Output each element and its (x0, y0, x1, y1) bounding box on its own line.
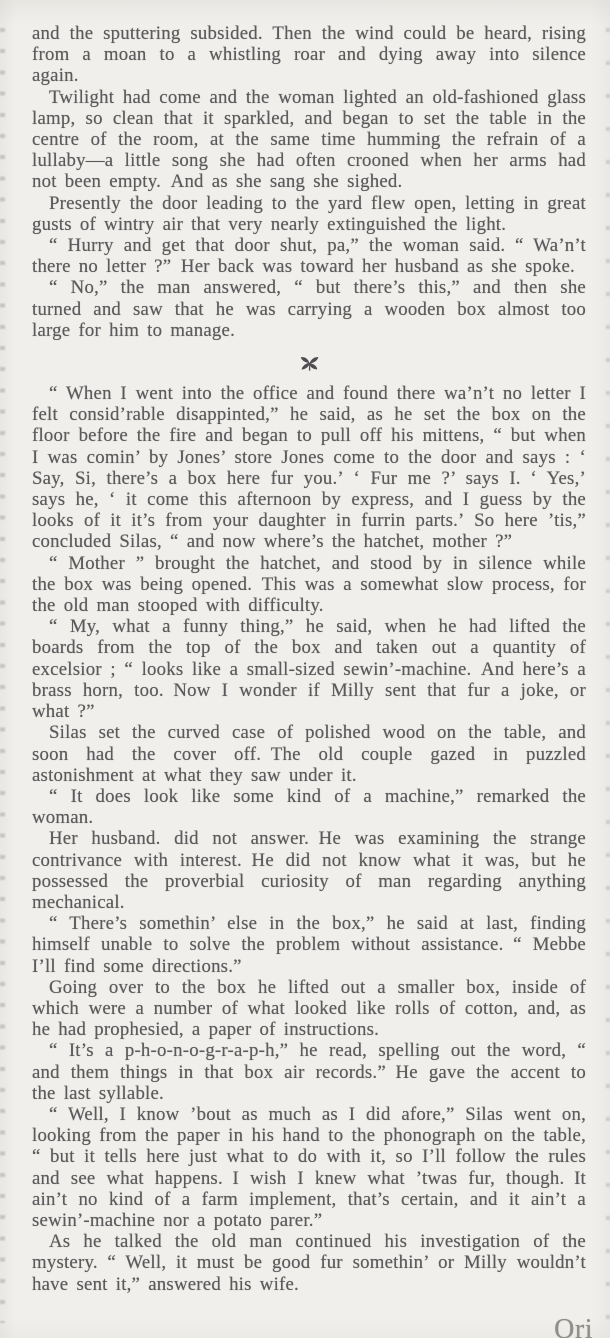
paragraph: “ Mother ” brought the hatchet, and stood by in silence while the box was being opened. This was a somewhat slow process, for the old man stooped with difficulty. (32, 552, 586, 617)
right-edge-scan-artifacts (606, 28, 610, 1323)
paragraph: Her husband. did not answer. He was examining the strange contrivance with interest. He did not know what it was, but he possessed the proverbial curiosity of man regarding anything mechanical. (32, 828, 586, 913)
paragraph: “ It does look like some kind of a machine,” remarked the woman. (32, 785, 586, 829)
fleuron-leaf-icon (299, 355, 320, 372)
paragraph: “ My, what a funny thing,” he said, when he had lifted the boards from the top of the box and taken out a quantity of excelsior ; “ looks like a small-sized sewin’-machine. And here’s a brass horn, too. Now I wonder if Milly sent that fur a joke, or what ?” (32, 616, 586, 723)
paragraph: “ No,” the man answered, “ but there’s this,” and then she turned and saw that he was carrying a wooden box almost too large for him to manage. (32, 277, 586, 341)
paragraph: “ Well, I know ’bout as much as I did afore,” Silas went on, looking from the paper in his hand to the phonograph on the table, “ but it tells here just what to do with it, so I’ll follow the rules and see what happens. I wish I knew what ’twas fur, though. It ain’t no kind of a farm implement, that’s certain, and it ain’t a sewin’-machine nor a potato parer.” (32, 1103, 586, 1231)
paragraph: Silas set the curved case of polished wood on the table, and soon had the cover off. The old couple gazed in puzzled astonishment at what they saw under it. (32, 722, 586, 786)
paragraph: and the sputtering subsided. Then the wind could be heard, rising from a moan to a whistling roar and dying away into silence again. (32, 23, 586, 87)
left-edge-scan-artifacts (0, 28, 5, 1323)
paragraph: “ When I went into the office and found there wa’n’t no letter I felt consid’rable disappinted,” he said, as he set the box on the floor before the fire and began to pull off his mittens, “ but when I was comin’ by Jones’ store Jones come to the door and says : ‘ Say, Si, there’s a box here fur you.’ ‘ Fur me ?’ says I. ‘ Yes,’ says he, ‘ it come this afternoon by express, and I guess by the looks of it it’s from your daughter in furrin parts.’ So here ’tis,” concluded Silas, “ and now where’s the hatchet, mother ?” (32, 383, 586, 553)
paragraph: As he talked the old man continued his investigation of the mystery. “ Well, it must be good fur somethin’ or Milly wouldn’t have sent it,” answered his wife. (32, 1231, 586, 1295)
paragraph: Going over to the box he lifted out a smaller box, inside of which were a number of what looked like rolls of cotton, and, as he had prophesied, a paper of instructions. (32, 976, 586, 1041)
section-break-ornament (32, 341, 586, 383)
paragraph: “ Hurry and get that door shut, pa,” the woman said. “ Wa’n’t there no letter ?” Her back was toward her husband as she spoke. (32, 235, 586, 278)
story-text-column (32, 23, 586, 1295)
paragraph: Twilight had come and the woman lighted an old-fashioned glass lamp, so clean that it sparkled, and began to set the table in the centre of the room, at the same time humming the refrain of a lullaby—a little song she had often crooned when her arms had not been empty. And as she sang she sighed. (32, 86, 586, 193)
paragraph: “ There’s somethin’ else in the box,” he said at last, finding himself unable to solve the problem without assistance. “ Mebbe I’ll find some directions.” (32, 913, 586, 977)
paragraph: “ It’s a p-h-o-n-o-g-r-a-p-h,” he read, spelling out the word, “ and them things in that box air records.” He gave the accent to the last syllable. (32, 1040, 586, 1104)
paragraph: Presently the door leading to the yard flew open, letting in great gusts of wintry air that very nearly extinguished the light. (32, 192, 586, 235)
watermark-text: Ori (554, 1314, 593, 1338)
